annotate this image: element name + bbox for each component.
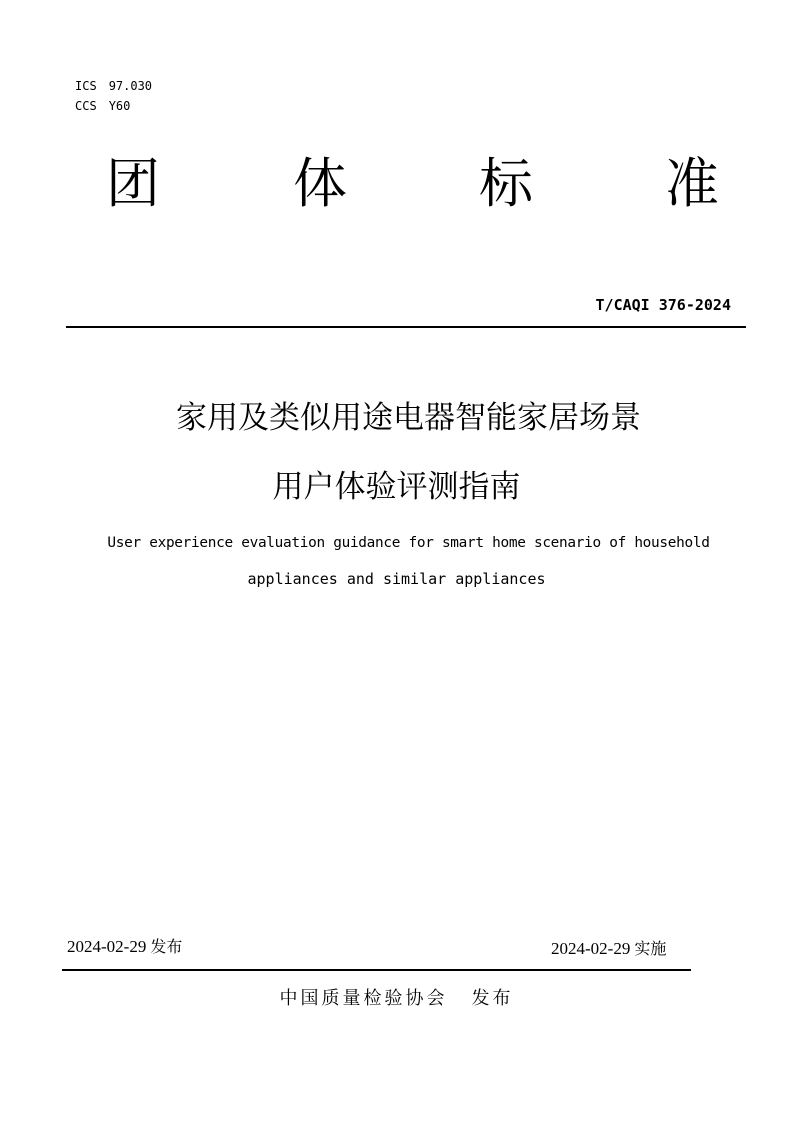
issue-date-value: 2024-02-29 — [67, 937, 147, 956]
ccs-code — [75, 96, 152, 116]
top-divider — [66, 326, 746, 328]
title-chinese-line-1: 家用及类似用途电器智能家居场景 — [176, 400, 641, 436]
implementation-date — [551, 938, 666, 960]
standard-number: T/CAQI 376-2024 — [595, 296, 731, 314]
issue-date — [67, 936, 182, 958]
document-type-char: 团 — [106, 152, 160, 215]
document-type-heading — [0, 152, 793, 216]
title-english-line-1: User experience evaluation guidance for smart home scenario of household — [107, 535, 710, 551]
implementation-date-value: 2024-02-29 — [551, 939, 631, 958]
publisher-name: 中国质量检验协会 — [279, 988, 448, 1009]
implementation-date-suffix: 实施 — [634, 939, 667, 958]
document-type-char: 准 — [665, 152, 719, 215]
ccs-label: CCS — [75, 99, 97, 113]
title-chinese-line-2: 用户体验评测指南 — [272, 469, 521, 505]
document-type-char: 标 — [479, 152, 533, 215]
ics-value: 97.030 — [108, 79, 153, 93]
ics-code — [75, 76, 152, 96]
bottom-divider — [62, 969, 691, 971]
publisher-line — [0, 987, 793, 1011]
document-type-char: 体 — [293, 152, 347, 215]
classification-codes — [75, 76, 152, 116]
issue-date-suffix: 发布 — [150, 937, 183, 956]
title-english-line-2: appliances and similar appliances — [247, 570, 546, 588]
publisher-action: 发布 — [471, 988, 514, 1009]
ccs-value: Y60 — [108, 99, 131, 113]
ics-label: ICS — [75, 79, 97, 93]
